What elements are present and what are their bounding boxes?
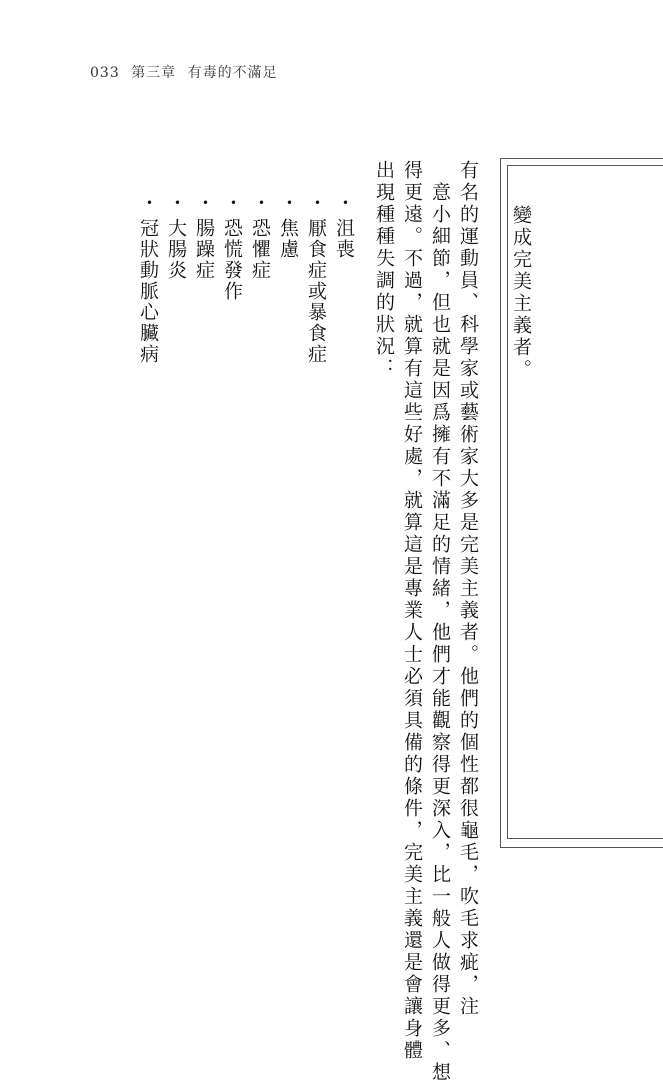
bullet: ・ — [249, 193, 271, 214]
list-item — [222, 193, 241, 302]
chapter-title: 有毒的不滿足 — [187, 65, 278, 81]
list-item-text: 大腸炎 — [165, 218, 187, 281]
body-line-1: 有名的運動員、科學家或藝術家大多是完美主義者。他們的個性都很龜毛，吹毛求疵，注 — [457, 160, 479, 1018]
bullet: ・ — [137, 193, 159, 214]
bullet: ・ — [165, 193, 187, 214]
list-item-text: 腸躁症 — [193, 218, 215, 281]
list-item — [278, 193, 297, 260]
bullet: ・ — [333, 193, 355, 214]
list-item-text: 焦慮 — [277, 218, 299, 260]
bullet: ・ — [221, 193, 243, 214]
body-line-2: 意小細節，但也就是因爲擁有不滿足的情緒，他們才能觀察得更深入，比一般人做得更多、想 — [429, 182, 451, 1084]
list-item-text: 沮喪 — [333, 218, 355, 260]
bullet: ・ — [193, 193, 215, 214]
body-line-4: 出現種種失調的狀況： — [373, 160, 395, 380]
list-item-text: 恐慌發作 — [221, 218, 243, 302]
list-item-text: 冠狀動脈心臟病 — [137, 218, 159, 365]
list-item — [306, 193, 325, 365]
bullet: ・ — [277, 193, 299, 214]
list-item — [194, 193, 213, 281]
list-item-text: 厭食症或暴食症 — [305, 218, 327, 365]
chapter-label: 第三章 — [131, 65, 177, 81]
list-item — [250, 193, 269, 281]
page-number: 033 — [90, 65, 120, 81]
body-line-3: 得更遠。不過，就算有這些好處，就算這是專業人士必須具備的條件，完美主義還是會讓身體 — [401, 160, 423, 1062]
list-item — [138, 193, 157, 365]
bullet: ・ — [305, 193, 327, 214]
sidebar-text: 變成完美主義者。 — [510, 205, 532, 381]
running-header — [90, 62, 278, 82]
list-item-text: 恐懼症 — [249, 218, 271, 281]
list-item — [334, 193, 353, 260]
list-item — [166, 193, 185, 281]
